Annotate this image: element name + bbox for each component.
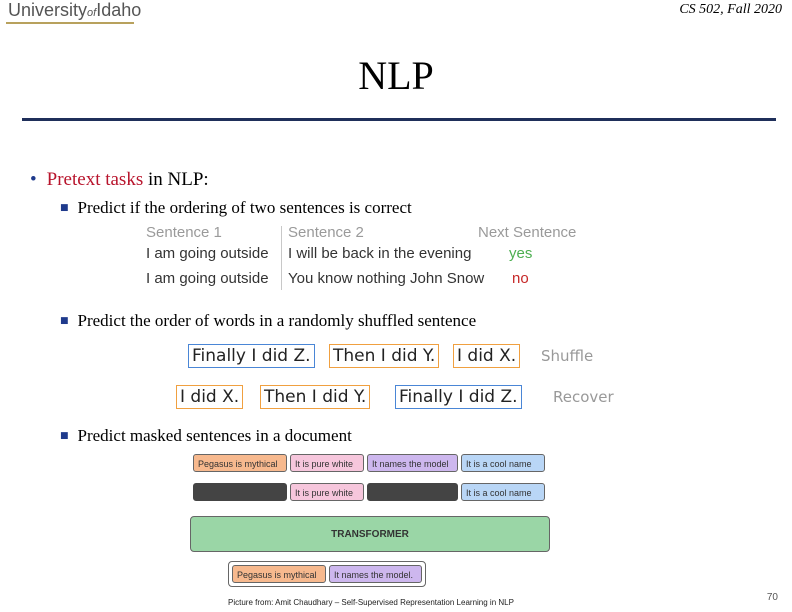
masked-sentence-3 <box>367 483 458 501</box>
table-row-1-label: yes <box>509 245 533 262</box>
shuffled-chunk-3: I did X. <box>453 344 520 368</box>
logo-underline <box>6 22 134 24</box>
table-row-2-sentence2: You know nothing John Snow <box>288 270 485 287</box>
output-sentence-1: Pegasus is mythical <box>232 565 326 583</box>
bullet-rest: in NLP: <box>143 169 209 190</box>
logo-main: University <box>8 0 88 20</box>
table-row-2-sentence1: I am going outside <box>146 270 269 287</box>
recover-label: Recover <box>553 388 614 406</box>
square-bullet-icon: ■ <box>60 431 69 441</box>
logo-of: of <box>87 7 97 19</box>
logo-end: Idaho <box>96 0 142 20</box>
square-bullet-icon: ■ <box>60 316 69 326</box>
masked-sentence-1 <box>193 483 287 501</box>
recovered-chunk-3: Finally I did Z. <box>395 385 522 409</box>
shuffle-label: Shuffle <box>541 347 594 365</box>
slide-title: NLP <box>358 53 434 98</box>
input-sentence-2: It is pure white <box>290 454 364 472</box>
table-header-sentence1: Sentence 1 <box>146 224 222 241</box>
picture-credit: Picture from: Amit Chaudhary – Self-Supervised Representation Learning in NLP <box>228 598 514 607</box>
masked-row-sentence-2: It is pure white <box>290 483 364 501</box>
table-row-2-label: no <box>512 270 529 287</box>
bullet-dot-icon: • <box>30 169 37 190</box>
table-header-sentence2: Sentence 2 <box>288 224 364 241</box>
transformer-block: TRANSFORMER <box>190 516 550 552</box>
sub-bullet-masked <box>60 426 352 446</box>
title-rule <box>22 118 776 121</box>
input-sentence-3: It names the model <box>367 454 458 472</box>
input-sentence-1: Pegasus is mythical <box>193 454 287 472</box>
shuffled-chunk-1: Finally I did Z. <box>188 344 315 368</box>
table-row-1-sentence1: I am going outside <box>146 245 269 262</box>
recovered-chunk-1: I did X. <box>176 385 243 409</box>
input-sentence-4: It is a cool name <box>461 454 545 472</box>
square-bullet-icon: ■ <box>60 203 69 213</box>
bullet-emphasis: Pretext tasks <box>46 169 144 190</box>
sub-bullet-shuffle-text: Predict the order of words in a randomly shuffled sentence <box>77 311 477 330</box>
output-sentence-2: It names the model. <box>329 565 422 583</box>
table-divider <box>281 226 282 290</box>
page-number: 70 <box>766 592 778 603</box>
bullet-pretext <box>30 169 209 191</box>
sub-bullet-ordering <box>60 198 412 218</box>
table-header-next: Next Sentence <box>478 224 577 241</box>
sub-bullet-ordering-text: Predict if the ordering of two sentences is correct <box>77 198 412 217</box>
table-row-1-sentence2: I will be back in the evening <box>288 245 472 262</box>
recovered-chunk-2: Then I did Y. <box>260 385 370 409</box>
sub-bullet-masked-text: Predict masked sentences in a document <box>77 426 352 445</box>
sub-bullet-shuffle <box>60 311 476 331</box>
masked-row-sentence-4: It is a cool name <box>461 483 545 501</box>
shuffled-chunk-2: Then I did Y. <box>329 344 439 368</box>
course-label: CS 502, Fall 2020 <box>679 2 782 17</box>
university-logo <box>8 0 141 21</box>
